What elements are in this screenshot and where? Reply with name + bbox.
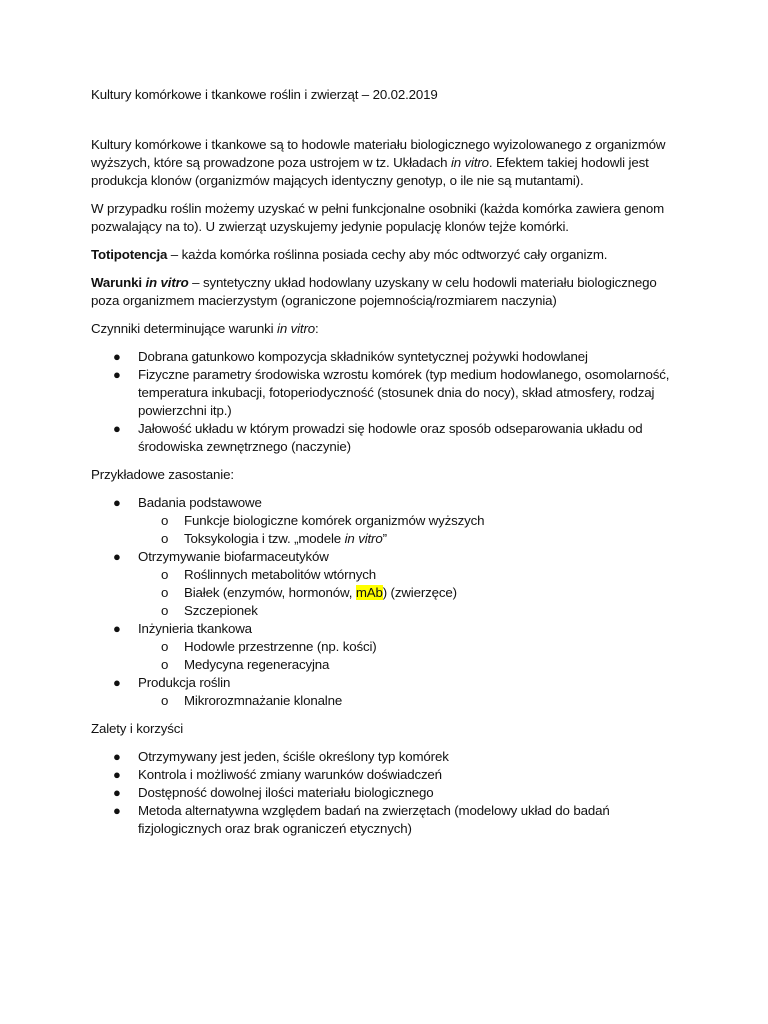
bullet-icon: ● xyxy=(113,349,121,364)
bullet-icon: ● xyxy=(113,621,121,636)
factors-heading-colon: : xyxy=(315,321,319,336)
benefits-list xyxy=(91,748,681,838)
list-item xyxy=(91,620,681,674)
list-item-text: Metoda alternatywna względem badań na zwierzętach (modelowy układ do badań fizjologicznych oraz brak ograniczeń etycznych) xyxy=(138,803,610,836)
in-vitro-paragraph xyxy=(91,274,681,310)
sub-list-item-text: Mikrorozmnażanie klonalne xyxy=(184,693,343,708)
circle-bullet-icon: o xyxy=(161,531,169,546)
sub-list-item-text: Białek (enzymów, hormonów, xyxy=(184,585,356,600)
sub-list-item xyxy=(91,512,681,530)
circle-bullet-icon: o xyxy=(161,657,169,672)
list-item xyxy=(91,548,681,620)
sub-list-item xyxy=(91,638,681,656)
examples-heading: Przykładowe zasostanie: xyxy=(91,467,234,482)
plants-paragraph: W przypadku roślin możemy uzyskać w pełni funkcjonalne osobniki (każda komórka zawiera genom pozwalający na to). U zwierząt uzyskujemy jedynie populację klonów tejże komórki. xyxy=(91,201,664,234)
intro-text-b: . Efektem takiej hodowli jest produkcja klonów (organizmów mających identyczny genotyp, o ile nie są mutantami). xyxy=(91,155,649,188)
bullet-icon: ● xyxy=(113,421,121,436)
factors-list xyxy=(91,348,681,456)
intro-italic: in vitro xyxy=(450,155,489,170)
sub-list-item-text: Hodowle przestrzenne (np. kości) xyxy=(184,639,377,654)
totipotency-term: Totipotencja xyxy=(91,247,168,262)
highlighted-term: mAb xyxy=(355,585,383,600)
bullet-icon: ● xyxy=(113,785,121,800)
list-item-text: Inżynieria tkankowa xyxy=(138,621,252,636)
in-vitro-term-italic: in vitro xyxy=(145,275,189,290)
circle-bullet-icon: o xyxy=(161,603,169,618)
sub-list-item xyxy=(91,584,681,602)
in-vitro-definition: – syntetyczny układ hodowlany uzyskany w celu hodowli materiału biologicznego poza organizmem macierzystym (ograniczone pojemnością/rozmiarem naczynia) xyxy=(91,275,657,308)
list-item xyxy=(91,674,681,710)
totipotency-definition: – każda komórka roślinna posiada cechy aby móc odtworzyć cały organizm. xyxy=(167,247,608,262)
intro-text-a: Kultury komórkowe i tkankowe są to hodowle materiału biologicznego wyizolowanego z organizmów wyższych, które są prowadzone poza ustrojem w tz. Układach xyxy=(91,137,666,170)
bullet-icon: ● xyxy=(113,549,121,564)
sub-list xyxy=(138,692,681,710)
factors-heading-text: Czynniki determinujące warunki xyxy=(91,321,278,336)
sub-list-item-text: Roślinnych metabolitów wtórnych xyxy=(184,567,376,582)
factors-heading xyxy=(91,320,681,338)
examples-list xyxy=(91,494,681,710)
document-title: Kultury komórkowe i tkankowe roślin i zwierząt – 20.02.2019 xyxy=(91,87,438,102)
list-item xyxy=(91,784,681,802)
list-item-text: Jałowość układu w którym prowadzi się hodowle oraz sposób odseparowania układu od środowiska zewnętrznego (naczynie) xyxy=(138,421,643,454)
sub-list-item-text-end: ) (zwierzęce) xyxy=(382,585,457,600)
sub-list-item-quote: ” xyxy=(382,531,387,546)
document-body xyxy=(91,136,681,848)
list-item xyxy=(91,766,681,784)
list-item-text: Kontrola i możliwość zmiany warunków doświadczeń xyxy=(138,767,442,782)
bullet-icon: ● xyxy=(113,675,121,690)
circle-bullet-icon: o xyxy=(161,693,169,708)
circle-bullet-icon: o xyxy=(161,639,169,654)
sub-list-item-text: Medycyna regeneracyjna xyxy=(184,657,330,672)
in-vitro-term-a: Warunki xyxy=(91,275,146,290)
bullet-icon: ● xyxy=(113,803,121,818)
sub-list-item xyxy=(91,602,681,620)
circle-bullet-icon: o xyxy=(161,567,169,582)
sub-list-item-text: Szczepionek xyxy=(184,603,258,618)
list-item-text: Produkcja roślin xyxy=(138,675,231,690)
list-item-text: Otrzymywany jest jeden, ściśle określony typ komórek xyxy=(138,749,449,764)
list-item-text: Dobrana gatunkowo kompozycja składników syntetycznej pożywki hodowlanej xyxy=(138,349,588,364)
sub-list-item-text: Funkcje biologiczne komórek organizmów wyższych xyxy=(184,513,485,528)
list-item xyxy=(91,366,681,420)
circle-bullet-icon: o xyxy=(161,513,169,528)
benefits-heading: Zalety i korzyści xyxy=(91,721,184,736)
list-item-text: Fizyczne parametry środowiska wzrostu komórek (typ medium hodowlanego, osomolarność, temperatura inkubacji, fotoperiodyczność (stosunek dnia do nocy), skład atmosfery, rodzaj powierzchni itp.) xyxy=(138,367,670,418)
sub-list-item-italic: in vitro xyxy=(344,531,383,546)
sub-list xyxy=(138,638,681,674)
list-item-text: Badania podstawowe xyxy=(138,495,262,510)
list-item-text: Otrzymywanie biofarmaceutyków xyxy=(138,549,329,564)
intro-paragraph xyxy=(91,136,681,190)
sub-list-item xyxy=(91,692,681,710)
sub-list-item-text: Toksykologia i tzw. „modele xyxy=(184,531,345,546)
sub-list-item xyxy=(91,530,681,548)
list-item xyxy=(91,748,681,766)
sub-list xyxy=(138,512,681,548)
factors-heading-italic: in vitro xyxy=(277,321,315,336)
sub-list-item xyxy=(91,566,681,584)
sub-list xyxy=(138,566,681,620)
list-item xyxy=(91,802,681,838)
list-item xyxy=(91,494,681,548)
list-item xyxy=(91,348,681,366)
bullet-icon: ● xyxy=(113,767,121,782)
circle-bullet-icon: o xyxy=(161,585,169,600)
list-item xyxy=(91,420,681,456)
totipotency-paragraph xyxy=(91,246,681,264)
list-item-text: Dostępność dowolnej ilości materiału biologicznego xyxy=(138,785,434,800)
bullet-icon: ● xyxy=(113,749,121,764)
bullet-icon: ● xyxy=(113,367,121,382)
bullet-icon: ● xyxy=(113,495,121,510)
sub-list-item xyxy=(91,656,681,674)
